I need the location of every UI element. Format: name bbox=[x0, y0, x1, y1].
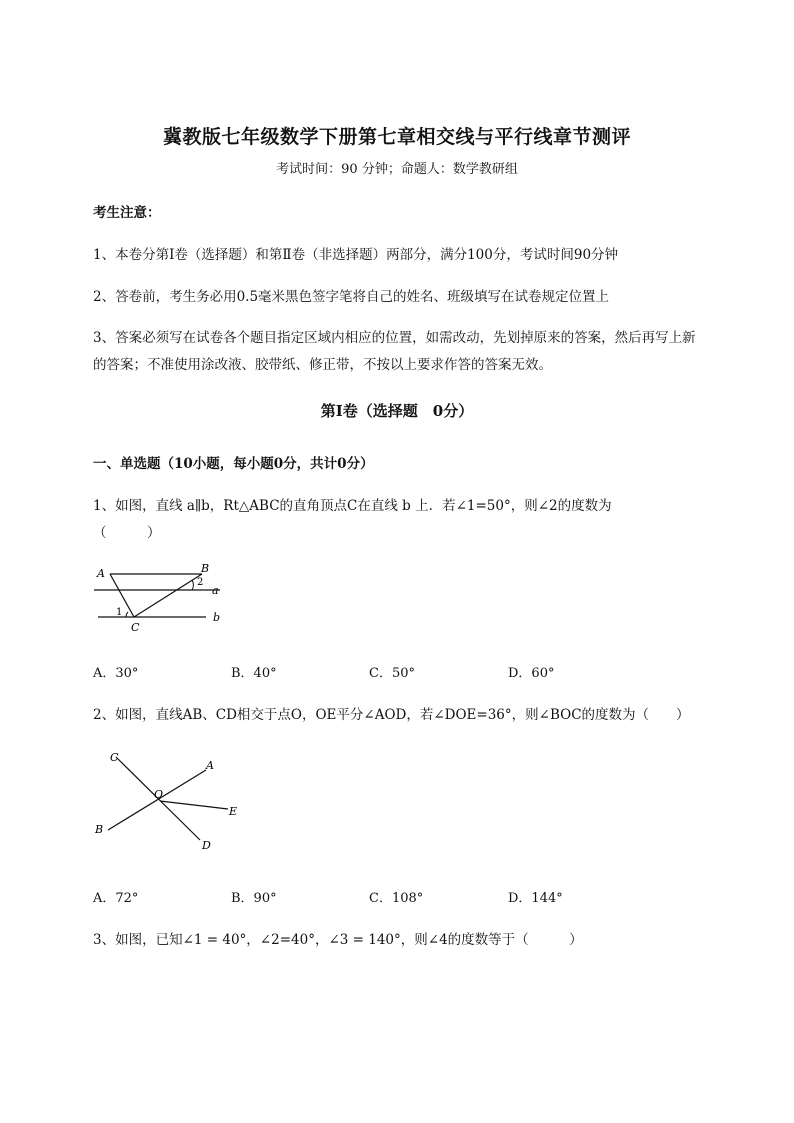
page-title: 冀教版七年级数学下册第七章相交线与平行线章节测评 bbox=[162, 126, 631, 148]
label-line-a: a bbox=[212, 584, 219, 597]
question-2-choice-d: D．144° bbox=[508, 891, 563, 906]
notice-item-3-continued: 的答案；不准使用涂改液、胶带纸、修正带，不按以上要求作答的答案无效。 bbox=[93, 357, 552, 373]
label-angle-2: 2 bbox=[197, 577, 204, 588]
question-1-choice-b: B．40° bbox=[231, 666, 277, 681]
angle-2-arc bbox=[192, 580, 193, 590]
question-2-choice-b: B．90° bbox=[231, 891, 277, 906]
section-title: 第Ⅰ卷（选择题 0分） bbox=[320, 402, 474, 420]
question-2-choice-c: C．108° bbox=[369, 891, 424, 906]
ray-oe bbox=[160, 801, 228, 809]
label-point-a: A bbox=[97, 567, 105, 580]
question-3-stem: 3、如图，已知∠1 = 40°，∠2=40°，∠3 = 140°，则∠4的度数等于（ ） bbox=[93, 932, 583, 948]
question-1-choice-a: A．30° bbox=[93, 666, 139, 681]
exam-info: 考试时间：90 分钟；命题人：数学教研组 bbox=[276, 162, 518, 177]
label-point-d: D bbox=[202, 839, 211, 852]
label-point-b: B bbox=[95, 823, 104, 836]
question-1-choice-c: C．50° bbox=[369, 666, 415, 681]
question-1-blank: （ ） bbox=[93, 525, 161, 541]
label-angle-1: 1 bbox=[116, 607, 123, 618]
label-point-e: E bbox=[229, 805, 238, 818]
question-1-stem: 1、如图，直线 a∥b，Rt△ABC的直角顶点C在直线 b 上．若∠1=50°，则∠2的度数为 bbox=[93, 498, 612, 514]
question-2-stem: 2、如图，直线AB、CD相交于点O，OE平分∠AOD，若∠DOE=36°，则∠BOC的度数为（ ） bbox=[93, 707, 690, 723]
question-1-figure bbox=[88, 560, 238, 640]
notice-item-3: 3、答案必须写在试卷各个题目指定区域内相应的位置，如需改动，先划掉原来的答案，然后再写上新 bbox=[93, 330, 696, 346]
notice-item-1: 1、本卷分第Ⅰ卷（选择题）和第Ⅱ卷（非选择题）两部分，满分100分，考试时间90分钟 bbox=[93, 247, 619, 263]
label-point-c: C bbox=[110, 751, 119, 764]
notice-item-2: 2、答卷前，考生务必用0.5毫米黑色签字笔将自己的姓名、班级填写在试卷规定位置上 bbox=[93, 289, 610, 305]
notice-heading: 考生注意： bbox=[93, 205, 161, 221]
label-point-c: C bbox=[131, 621, 140, 634]
question-2-choice-a: A．72° bbox=[93, 891, 139, 906]
question-1-choice-d: D．60° bbox=[508, 666, 555, 681]
label-point-b: B bbox=[201, 562, 210, 575]
label-line-b: b bbox=[213, 611, 221, 624]
part-heading: 一、单选题（10小题，每小题0分，共计0分） bbox=[93, 456, 374, 472]
angle-1-arc bbox=[126, 612, 128, 617]
question-2-figure bbox=[88, 745, 248, 857]
label-point-o: O bbox=[154, 788, 164, 801]
label-point-a: A bbox=[206, 759, 214, 772]
